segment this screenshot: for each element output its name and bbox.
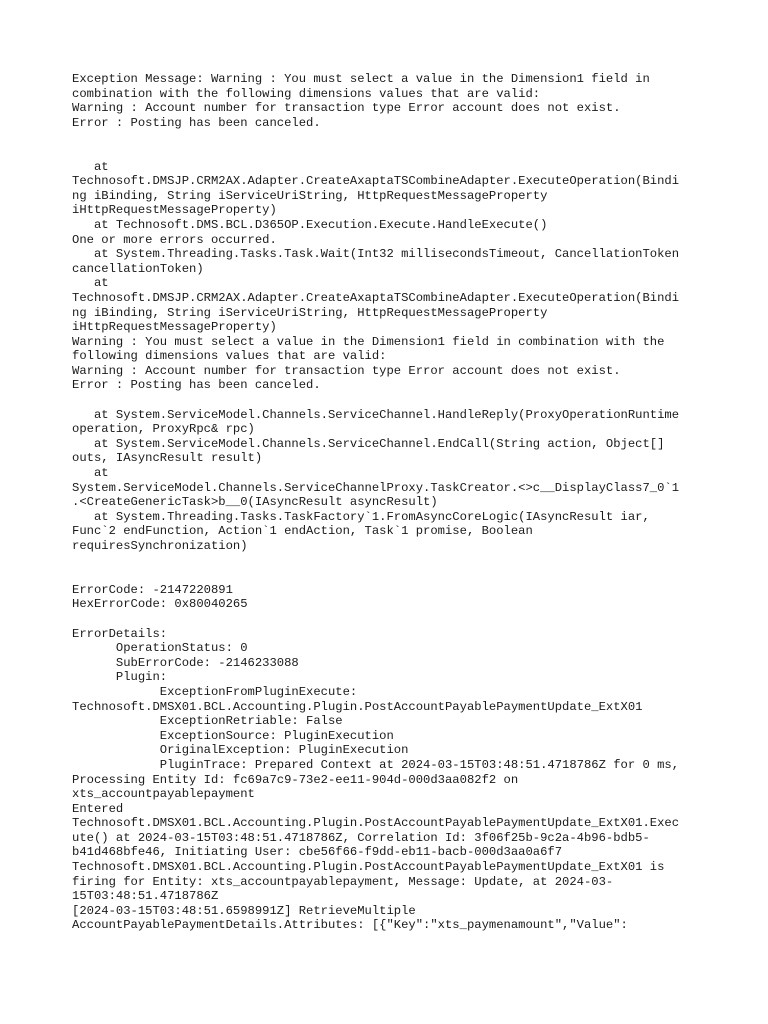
document-page [72,72,712,972]
exception-log-text: Exception Message: Warning : You must select a value in the Dimension1 field in combination with the following dimensions values that are valid: Warning : Account number for transaction type Error account does not exist. Error : Posting has been canceled. at Technosoft.DMSJP.CRM2AX.Adapter.CreateAxaptaTSCombineAdapter.ExecuteOperation(Bindi ng iBinding, String iServiceUriString, HttpRequestMessageProperty iHttpRequestMessageProperty) at Technosoft.DMS.BCL.D365OP.Execution.Execute.HandleExecute() One or more errors occurred. at System.Threading.Tasks.Task.Wait(Int32 millisecondsTimeout, CancellationToken cancellationToken) at Technosoft.DMSJP.CRM2AX.Adapter.CreateAxaptaTSCombineAdapter.ExecuteOperation(Bindi ng iBinding, String iServiceUriString, HttpRequestMessageProperty iHttpRequestMessageProperty) Warning : You must select a value in the Dimension1 field in combination with the following dimensions values that are valid: Warning : Account number for transaction type Error account does not exist. Error : Posting has been canceled. at System.ServiceModel.Channels.ServiceChannel.HandleReply(ProxyOperationRuntime operation, ProxyRpc& rpc) at System.ServiceModel.Channels.ServiceChannel.EndCall(String action, Object[] outs, IAsyncResult result) at System.ServiceModel.Channels.ServiceChannelProxy.TaskCreator.<>c__DisplayClass7_0`1 .<CreateGenericTask>b__0(IAsyncResult asyncResult) at System.Threading.Tasks.TaskFactory`1.FromAsyncCoreLogic(IAsyncResult iar, Func`2 endFunction, Action`1 endAction, Task`1 promise, Boolean requiresSynchronization) ErrorCode: -2147220891 HexErrorCode: 0x80040265 ErrorDetails: OperationStatus: 0 SubErrorCode: -2146233088 Plugin: ExceptionFromPluginExecute: Technosoft.DMSX01.BCL.Accounting.Plugin.PostAccountPayablePaymentUpdate_ExtX01 ExceptionRetriable: False ExceptionSource: PluginExecution OriginalException: PluginExecution PluginTrace: Prepared Context at 2024-03-15T03:48:51.4718786Z for 0 ms, Processing Entity Id: fc69a7c9-73e2-ee11-904d-000d3aa082f2 on xts_accountpayablepayment Entered Technosoft.DMSX01.BCL.Accounting.Plugin.PostAccountPayablePaymentUpdate_ExtX01.Exec ute() at 2024-03-15T03:48:51.4718786Z, Correlation Id: 3f06f25b-9c2a-4b96-bdb5- b41d468bfe46, Initiating User: cbe56f66-f9dd-eb11-bacb-000d3aa0a6f7 Technosoft.DMSX01.BCL.Accounting.Plugin.PostAccountPayablePaymentUpdate_ExtX01 is firing for Entity: xts_accountpayablepayment, Message: Update, at 2024-03- 15T03:48:51.4718786Z [2024-03-15T03:48:51.6598991Z] RetrieveMultiple AccountPayablePaymentDetails.Attributes: [{"Key":"xts_paymenamount","Value": [72,72,680,933]
